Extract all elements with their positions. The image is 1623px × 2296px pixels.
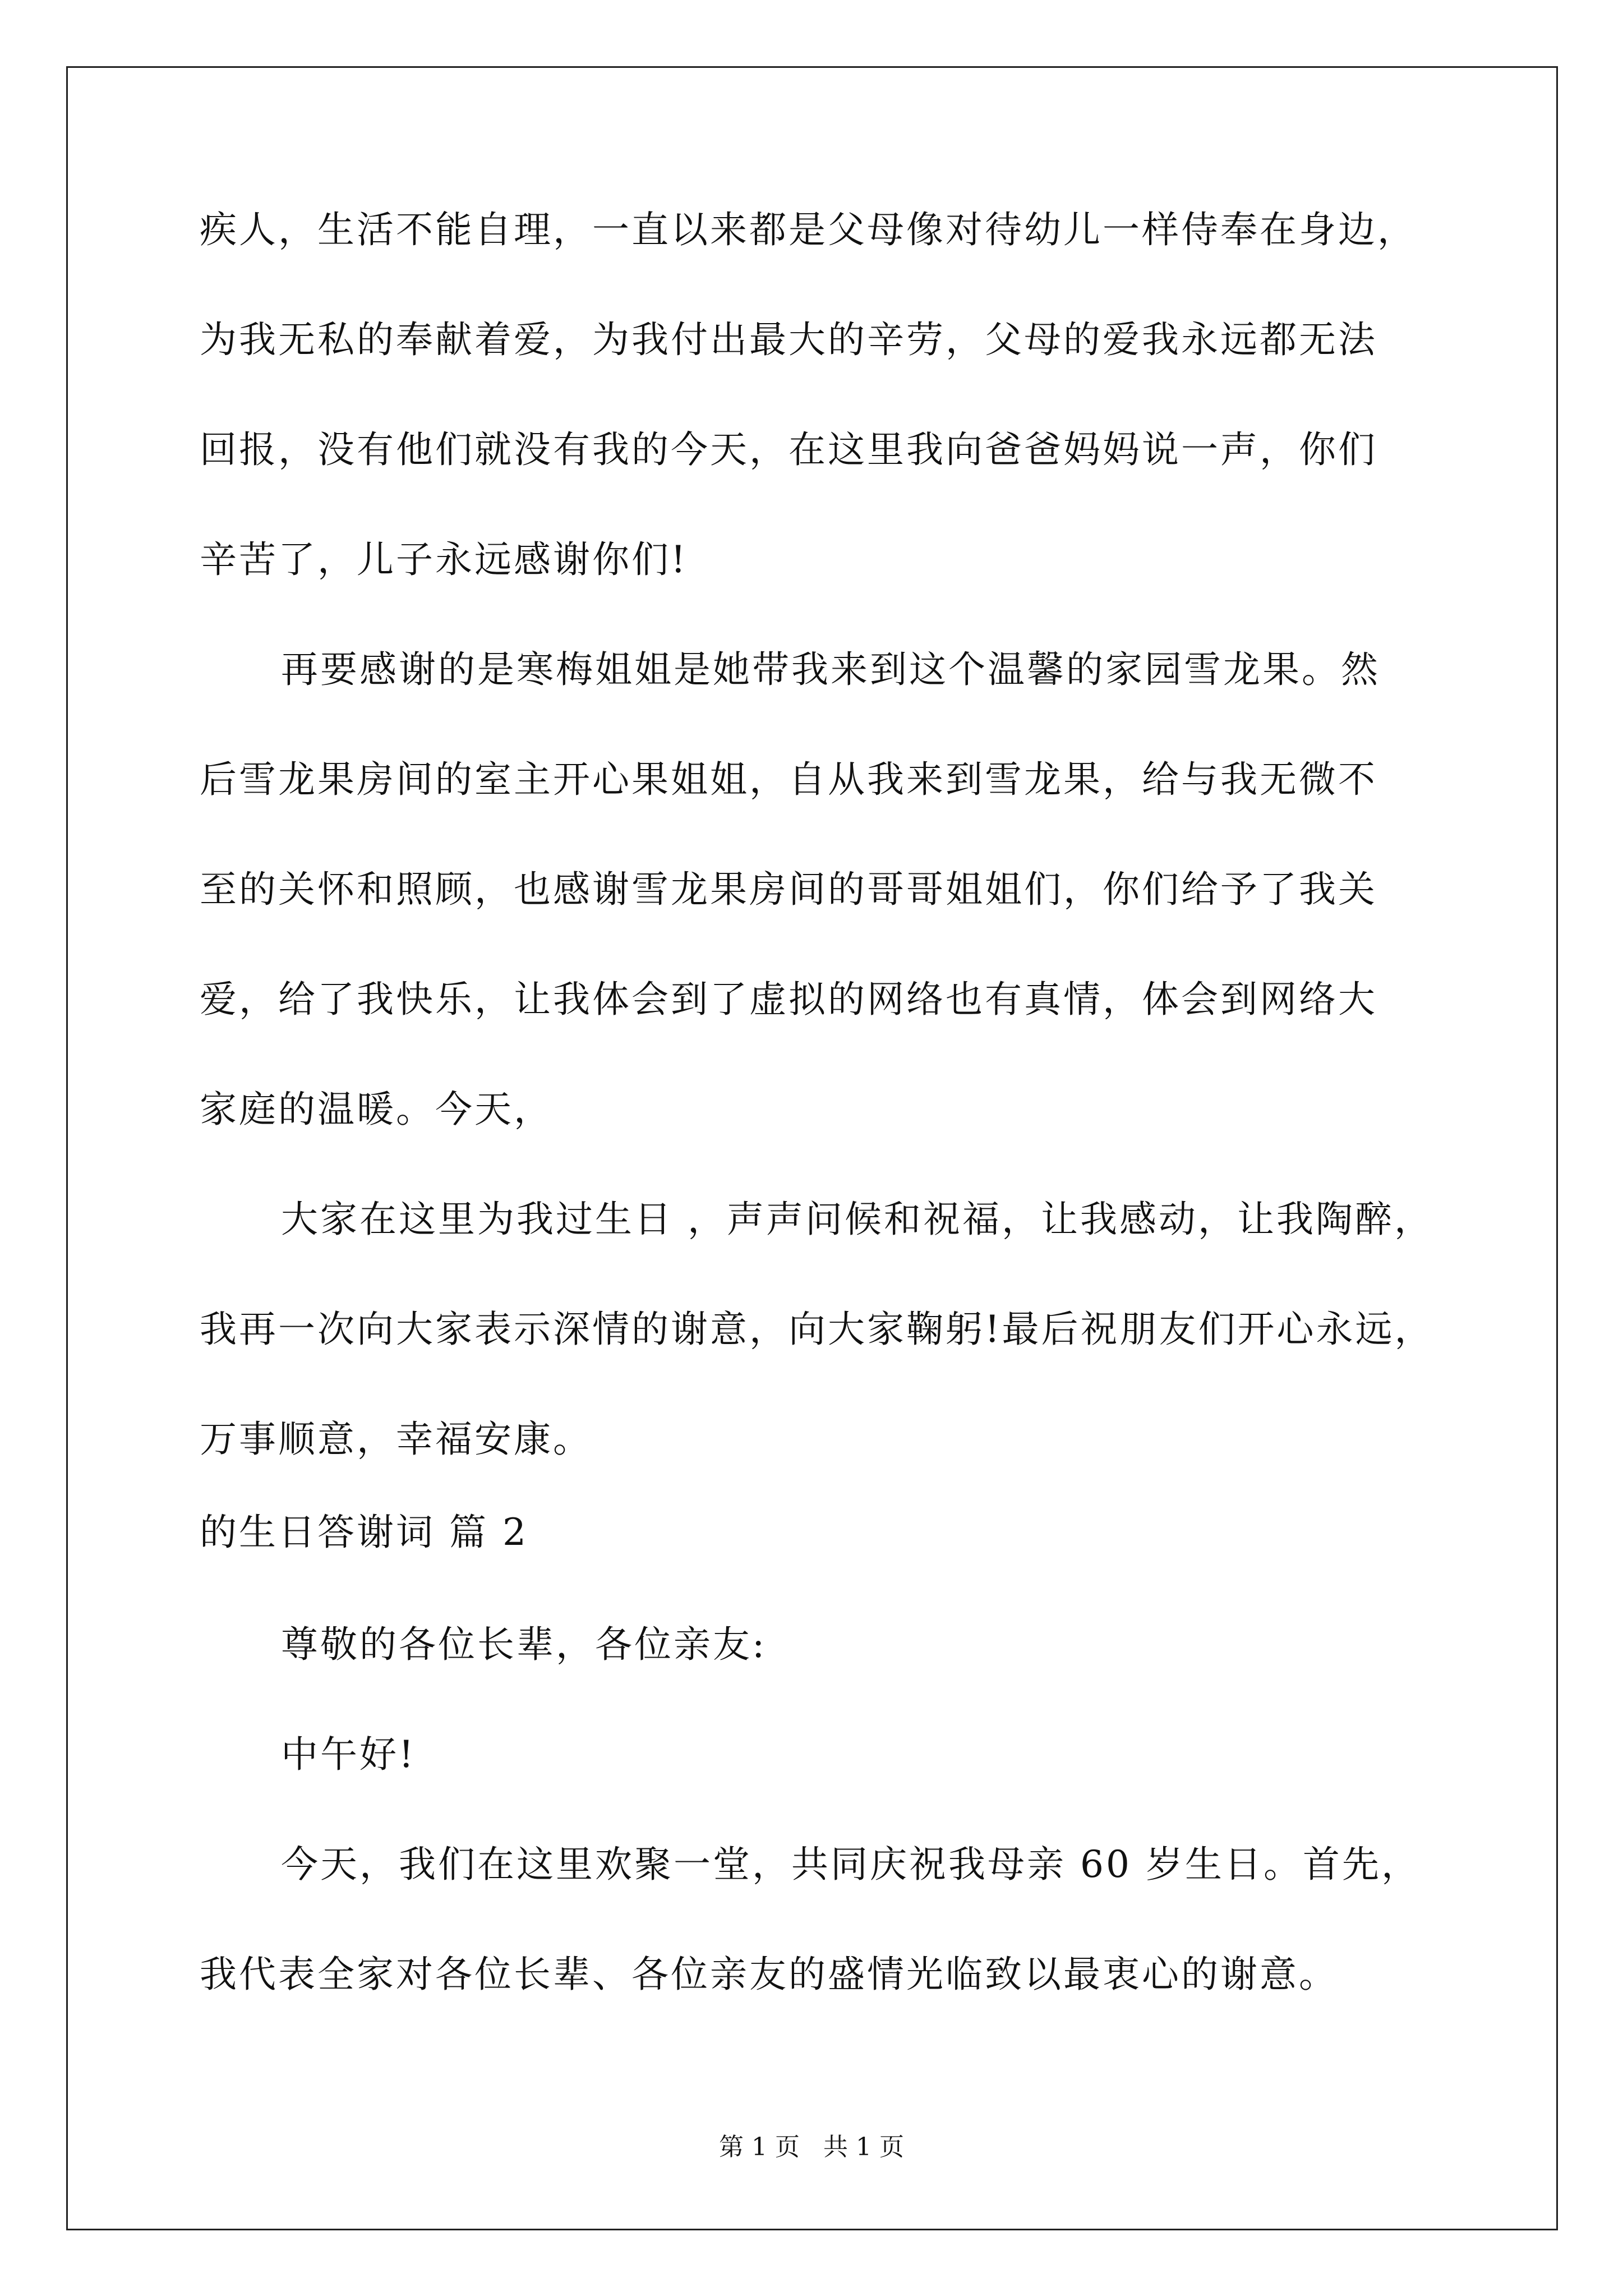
page-footer <box>0 2132 1623 2163</box>
section-heading: 的生日答谢词 篇 2 <box>200 1511 528 1554</box>
text-line: 我代表全家对各位长辈、各位亲友的盛情光临致以最衷心的谢意。 <box>200 1953 1338 1996</box>
text-line: 至的关怀和照顾，也感谢雪龙果房间的哥哥姐姐们，你们给予了我关 <box>200 868 1377 911</box>
text-line: 中午好! <box>281 1733 416 1776</box>
text-line: 尊敬的各位长辈，各位亲友: <box>281 1623 767 1666</box>
text-line: 辛苦了，儿子永远感谢你们! <box>200 538 688 581</box>
text-line: 为我无私的奉献着爱，为我付出最大的辛劳，父母的爱我永远都无法 <box>200 318 1377 361</box>
text-line: 我再一次向大家表示深情的谢意，向大家鞠躬!最后祝朋友们开心永远， <box>200 1308 1434 1351</box>
page-border <box>66 66 1558 2230</box>
text-line: 爱，给了我快乐，让我体会到了虚拟的网络也有真情，体会到网络大 <box>200 978 1377 1021</box>
text-line: 万事顺意，幸福安康。 <box>200 1418 592 1461</box>
text-line: 疾人，生活不能自理，一直以来都是父母像对待幼儿一样侍奉在身边， <box>200 208 1417 251</box>
text-line: 后雪龙果房间的室主开心果姐姐，自从我来到雪龙果，给与我无微不 <box>200 758 1377 801</box>
text-line: 大家在这里为我过生日 ，声声问候和祝福，让我感动，让我陶醉， <box>281 1198 1433 1241</box>
page-number-total: 共 1 页 <box>823 2133 904 2161</box>
text-line: 家庭的温暖。今天， <box>200 1088 553 1131</box>
text-line: 再要感谢的是寒梅姐姐是她带我来到这个温馨的家园雪龙果。然 <box>281 648 1380 691</box>
page-number-current: 第 1 页 <box>719 2133 800 2161</box>
text-line: 今天，我们在这里欢聚一堂，共同庆祝我母亲 60 岁生日。首先， <box>281 1843 1421 1886</box>
text-line: 回报，没有他们就没有我的今天，在这里我向爸爸妈妈说一声，你们 <box>200 428 1377 471</box>
